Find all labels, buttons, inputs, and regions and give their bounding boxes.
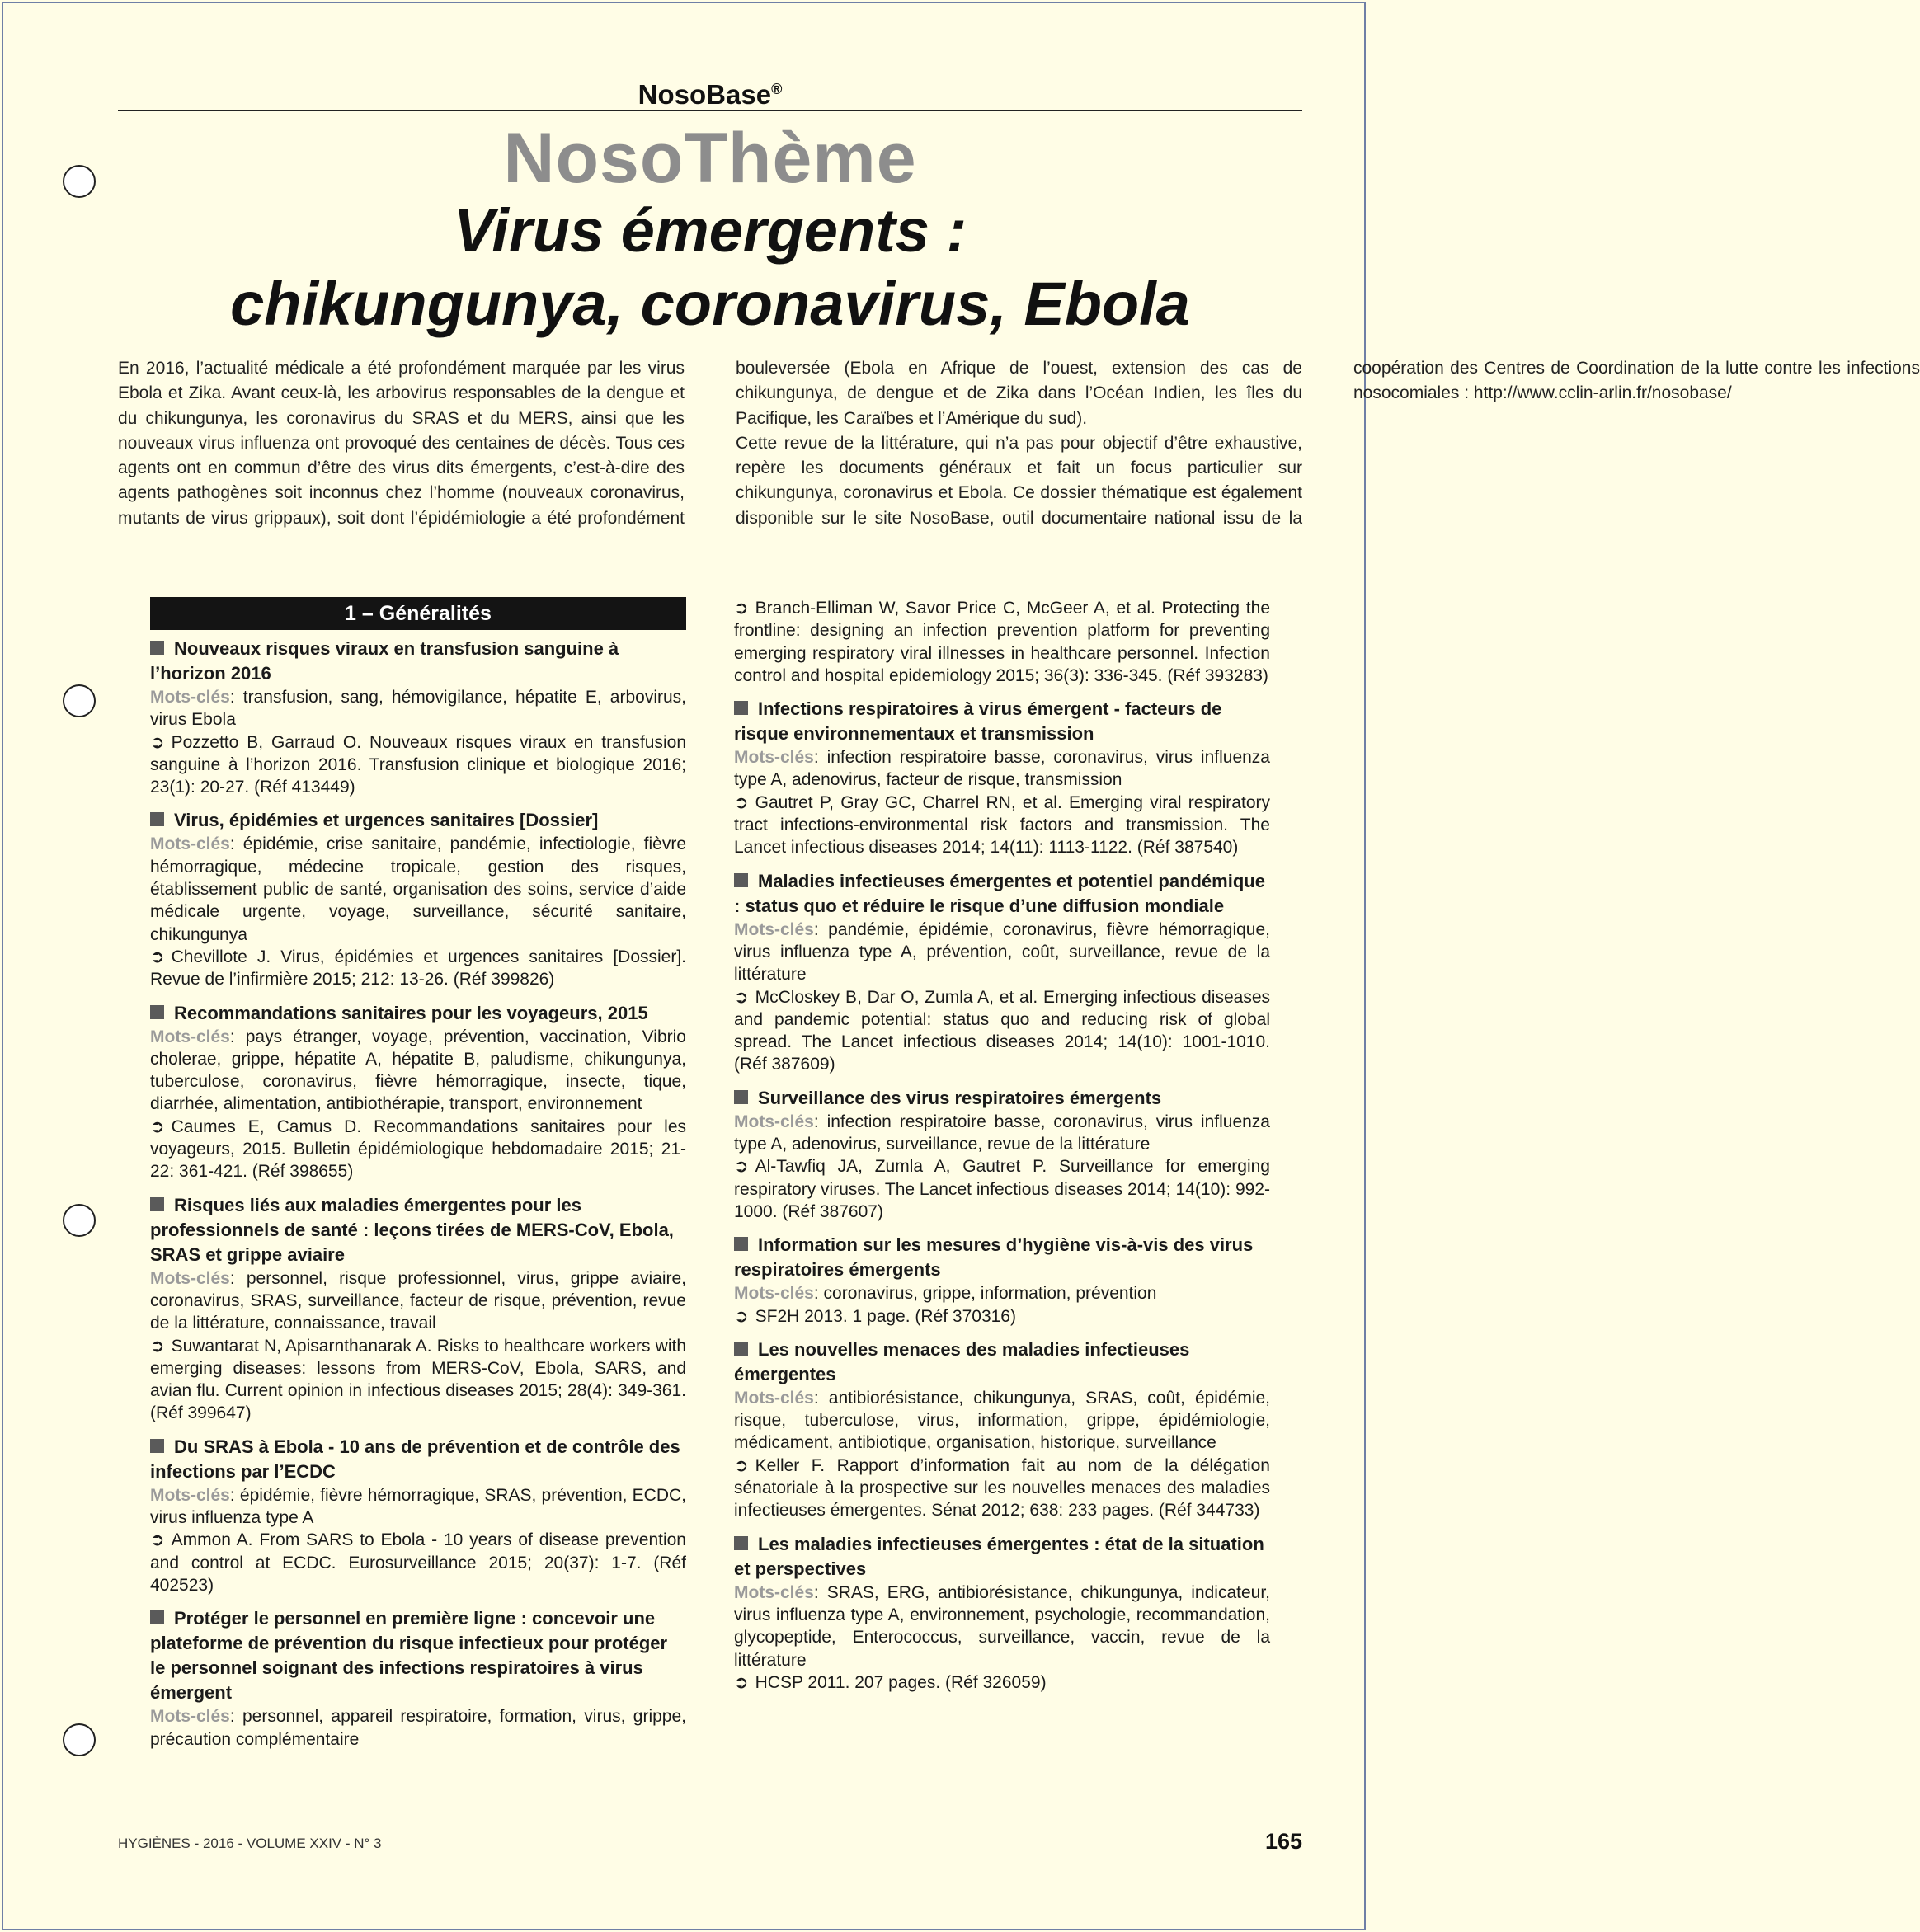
keywords-text: : transfusion, sang, hémovigilance, hépatite E, arbovirus, virus Ebola	[150, 688, 686, 730]
entry-title-text: Maladies infectieuses émergentes et potentiel pandémique : status quo et réduire le risque d’une diffusion mondiale	[734, 870, 1265, 916]
entry-title-text: Protéger le personnel en première ligne : concevoir une plateforme de prévention du risque infectieux pour protéger le personnel soignant des infections respiratoires à virus émergent	[150, 1608, 668, 1704]
arrow-icon: ➲	[734, 1672, 749, 1692]
binder-hole	[63, 1204, 96, 1237]
keywords-label: Mots-clés	[734, 1388, 814, 1408]
entry-title	[734, 1337, 1270, 1387]
bibliography-entry	[734, 697, 1270, 858]
entry-title	[734, 1233, 1270, 1282]
arrow-icon: ➲	[734, 599, 749, 618]
entry-title	[150, 1193, 686, 1267]
page-title: NosoThème	[503, 119, 917, 198]
arrow-icon: ➲	[150, 1116, 165, 1136]
reference-text: Al-Tawfiq JA, Zumla A, Gautret P. Surveillance for emerging respiratory viruses. The Lancet infectious diseases 2014; 14(10): 992-1000. (Réf 387607)	[734, 1157, 1270, 1221]
bibliography-entry	[150, 637, 686, 798]
entries-list	[734, 597, 1270, 1694]
bibliography-entry	[734, 869, 1270, 1076]
brand-mark: ®	[771, 81, 783, 97]
keywords-text: : épidémie, crise sanitaire, pandémie, infectiologie, fièvre hémorragique, médecine tropicale, gestion des risques, établissement public de santé, organisation des soins, service d’aide médicale urgente, voyage, surveillance, sécurité sanitaire, chikungunya	[150, 834, 686, 944]
entry-reference	[734, 986, 1270, 1076]
keywords-label: Mots-clés	[150, 1027, 230, 1046]
entry-reference	[734, 792, 1270, 859]
brand-header	[118, 68, 1302, 111]
entry-title-text: Les nouvelles menaces des maladies infectieuses émergentes	[734, 1338, 1190, 1384]
bibliography-entry	[150, 1606, 686, 1751]
bibliography-entry	[150, 808, 686, 990]
entry-keywords	[734, 919, 1270, 986]
entry-title-text: Surveillance des virus respiratoires émergents	[758, 1087, 1162, 1108]
reference-text: Branch-Elliman W, Savor Price C, McGeer A, et al. Protecting the frontline: designing an infection prevention platform for preventing emerging respiratory viral illnesses in healthcare personnel. Infection control and hospital epidemiology 2015; 36(3): 336-345. (Réf 393283)	[734, 599, 1270, 685]
entry-title	[734, 869, 1270, 919]
entry-keywords	[150, 686, 686, 731]
arrow-icon: ➲	[150, 947, 165, 966]
entry-reference	[734, 1155, 1270, 1223]
entry-title	[734, 697, 1270, 746]
keywords-label: Mots-clés	[734, 748, 814, 768]
entry-title-text: Du SRAS à Ebola - 10 ans de prévention et de contrôle des infections par l’ECDC	[150, 1436, 680, 1482]
binder-hole	[63, 684, 96, 717]
keywords-text: : personnel, risque professionnel, virus, grippe aviaire, coronavirus, SRAS, surveillance, facteur de risque, prévention, revue de la littérature, connaissance, travail	[150, 1268, 686, 1333]
entry-title-text: Information sur les mesures d’hygiène vis-à-vis des virus respiratoires émergents	[734, 1234, 1254, 1281]
reference-text: Pozzetto B, Garraud O. Nouveaux risques viraux en transfusion sanguine à l’horizon 2016. Transfusion clinique et biologique 2016; 23(1): 20-27. (Réf 413449)	[150, 732, 686, 797]
entry-title	[150, 1435, 686, 1484]
reference-text: McCloskey B, Dar O, Zumla A, et al. Emerging infectious diseases and pandemic potential: status quo and reducing risk of global spread. The Lancet infectious diseases 2014; 14(10): 1001-1010. (Réf 387609)	[734, 987, 1270, 1074]
journal-footer: HYGIÈNES - 2016 - VOLUME XXIV - N° 3	[118, 1836, 382, 1851]
arrow-icon: ➲	[734, 792, 749, 812]
entry-title-text: Infections respiratoires à virus émergent - facteurs de risque environnementaux et transmission	[734, 698, 1222, 745]
arrow-icon: ➲	[734, 987, 749, 1007]
subtitle-line-2: chikungunya, coronavirus, Ebola	[230, 270, 1190, 338]
bibliography-entry	[734, 1337, 1270, 1522]
reference-text: Keller F. Rapport d’information fait au nom de la délégation sénatoriale à la prospective sur les nouvelles menaces des maladies infectieuses émergentes. Sénat 2012; 638: 233 pages. (Réf 344733)	[734, 1455, 1270, 1521]
bullet-square-icon	[150, 812, 164, 826]
arrow-icon: ➲	[150, 732, 165, 752]
entry-keywords	[734, 1582, 1270, 1671]
entry-keywords	[734, 1387, 1270, 1455]
entry-title	[150, 637, 686, 686]
keywords-label: Mots-clés	[150, 1485, 230, 1505]
bullet-square-icon	[150, 1439, 164, 1453]
keywords-text: : antibiorésistance, chikungunya, SRAS, coût, épidémie, risque, tuberculose, virus, information, grippe, épidémiologie, médicament, antibiotique, organisation, historique, surveillance	[734, 1388, 1270, 1453]
entry-keywords	[150, 1267, 686, 1335]
bullet-square-icon	[734, 1342, 748, 1356]
bibliography-entry	[734, 1233, 1270, 1328]
entry-keywords	[150, 833, 686, 945]
reference-text: Ammon A. From SARS to Ebola - 10 years of disease prevention and control at ECDC. Eurosurveillance 2015; 20(37): 1-7. (Réf 402523)	[150, 1530, 686, 1595]
entry-title-text: Virus, épidémies et urgences sanitaires [Dossier]	[174, 810, 599, 831]
bullet-square-icon	[734, 1536, 748, 1550]
entry-title	[734, 1532, 1270, 1582]
entry-title	[734, 1086, 1270, 1111]
entry-reference	[734, 597, 1270, 687]
entry-title-text: Nouveaux risques viraux en transfusion sanguine à l’horizon 2016	[150, 638, 619, 684]
keywords-label: Mots-clés	[734, 919, 814, 939]
keywords-label: Mots-clés	[734, 1582, 814, 1602]
keywords-text: : pandémie, épidémie, coronavirus, fièvre hémorragique, virus influenza type A, prévention, coût, surveillance, revue de la littérature	[734, 919, 1270, 985]
entry-title	[150, 1001, 686, 1026]
keywords-text: : pays étranger, voyage, prévention, vaccination, Vibrio cholerae, grippe, hépatite A, hépatite B, paludisme, chikungunya, tuberculose, coronavirus, fièvre hémorragique, insecte, tique, diarrhée, alimentation, antibiothérapie, transport, environnement	[150, 1027, 686, 1114]
entry-reference	[150, 1335, 686, 1425]
intro-text	[118, 356, 1920, 554]
keywords-text: : infection respiratoire basse, coronavirus, virus influenza type A, adenovirus, surveillance, revue de la littérature	[734, 1112, 1270, 1154]
arrow-icon: ➲	[734, 1455, 749, 1475]
right-column	[734, 597, 1270, 1704]
arrow-icon: ➲	[150, 1336, 165, 1356]
page-number: 165	[1264, 1829, 1302, 1854]
entry-reference	[150, 946, 686, 991]
keywords-text: : infection respiratoire basse, coronavirus, virus influenza type A, adenovirus, facteur de risque, transmission	[734, 748, 1270, 790]
intro-paragraph: Cette revue de la littérature, qui n’a pas pour objectif d’être exhaustive, repère les documents généraux et fait un focus particulier sur chikungunya, coronavirus et Ebola. Ce dossier thématique est également disponible sur le site NosoBase, outil documentaire national issu de la coopération des Centres de Coordination de la lutte contre les infections nosocomiales : http://www.cclin-arlin.fr/nosobase/	[736, 359, 1920, 528]
entry-title-text: Recommandations sanitaires pour les voyageurs, 2015	[174, 1002, 648, 1023]
bullet-square-icon	[734, 701, 748, 715]
entry-keywords	[734, 1111, 1270, 1156]
entry-reference	[734, 1671, 1270, 1694]
arrow-icon: ➲	[734, 1306, 749, 1326]
reference-text: Suwantarat N, Apisarnthanarak A. Risks to healthcare workers with emerging diseases: lessons from MERS-CoV, Ebola, SARS, and avian flu. Current opinion in infectious diseases 2015; 28(4): 349-361. (Réf 399647)	[150, 1336, 686, 1423]
keywords-label: Mots-clés	[150, 1268, 230, 1288]
entry-keywords	[150, 1705, 686, 1751]
entry-keywords	[150, 1026, 686, 1116]
bullet-square-icon	[150, 641, 164, 655]
bibliography-entry	[150, 1193, 686, 1425]
intro-paragraph: En 2016, l’actualité médicale a été profondément marquée par les virus Ebola et Zika. Avant ceux-là, les arbovirus responsables de la dengue et du chikungunya, les coronavirus du SRAS et du MERS, ainsi que les nouveaux virus influenza ont provoqué des centaines de décès. Tous ces agents ont en commun d’être des virus dits émergents, c’est-à-dire des agents pathogènes soit inconnus chez l’homme (nouveaux coronavirus, mutants de virus grippaux), soit dont l’épidémiologie a été profondément bouleversée (Ebola en Afrique de l’ouest, extension des cas de chikungunya, de dengue et de Zika dans l’Océan Indien, les îles du Pacifique, les Caraïbes et l’Amérique du sud).	[118, 359, 1302, 528]
bibliography-entry	[734, 1086, 1270, 1223]
arrow-icon: ➲	[734, 1157, 749, 1177]
entry-reference	[734, 1455, 1270, 1522]
keywords-label: Mots-clés	[734, 1112, 814, 1131]
arrow-icon: ➲	[150, 1530, 165, 1550]
bullet-square-icon	[150, 1610, 164, 1624]
keywords-label: Mots-clés	[734, 1284, 814, 1304]
bullet-square-icon	[734, 873, 748, 887]
binder-hole	[63, 1723, 96, 1756]
entry-title-text: Risques liés aux maladies émergentes pour les professionnels de santé : leçons tirées de MERS-CoV, Ebola, SRAS et grippe aviaire	[150, 1194, 674, 1265]
entry-keywords	[734, 1282, 1270, 1304]
entry-title-text: Les maladies infectieuses émergentes : état de la situation et perspectives	[734, 1533, 1264, 1579]
keywords-label: Mots-clés	[150, 834, 230, 854]
bibliography-entry	[734, 1532, 1270, 1694]
keywords-label: Mots-clés	[150, 688, 230, 707]
brand-name: NosoBase	[638, 79, 772, 110]
entry-reference	[150, 731, 686, 799]
entry-title	[150, 808, 686, 833]
entry-reference	[150, 1116, 686, 1183]
bullet-square-icon	[734, 1237, 748, 1251]
entry-reference	[150, 1529, 686, 1596]
section-heading: 1 – Généralités	[150, 597, 686, 630]
bullet-square-icon	[150, 1197, 164, 1211]
entries-list	[150, 637, 686, 1751]
binder-hole	[63, 165, 96, 198]
keywords-text: : coronavirus, grippe, information, prévention	[813, 1284, 1157, 1304]
keywords-text: : SRAS, ERG, antibiorésistance, chikungunya, indicateur, virus influenza type A, environnement, psychologie, recommandation, glycopeptide, Enterococcus, surveillance, vaccin, revue de la littérature	[734, 1582, 1270, 1670]
reference-text: Caumes E, Camus D. Recommandations sanitaires pour les voyageurs, 2015. Bulletin épidémiologique hebdomadaire 2015; 21-22: 361-421. (Réf 398655)	[150, 1116, 686, 1182]
reference-text: SF2H 2013. 1 page. (Réf 370316)	[755, 1306, 1016, 1326]
entry-keywords	[150, 1484, 686, 1530]
keywords-label: Mots-clés	[150, 1707, 230, 1727]
bullet-square-icon	[150, 1005, 164, 1019]
subtitle-line-1: Virus émergents :	[453, 196, 967, 265]
bullet-square-icon	[734, 1090, 748, 1104]
keywords-text: : épidémie, fièvre hémorragique, SRAS, prévention, ECDC, virus influenza type A	[150, 1485, 686, 1528]
reference-text: HCSP 2011. 207 pages. (Réf 326059)	[755, 1672, 1047, 1692]
bibliography-entry	[150, 1001, 686, 1183]
reference-text: Gautret P, Gray GC, Charrel RN, et al. Emerging viral respiratory tract infections-environmental risk factors and transmission. The Lancet infectious diseases 2014; 14(11): 1113-1122. (Réf 387540)	[734, 792, 1270, 858]
entry-reference	[734, 1305, 1270, 1328]
bibliography-entry	[734, 597, 1270, 687]
left-column	[150, 597, 686, 1760]
entry-title	[150, 1606, 686, 1705]
keywords-text: : personnel, appareil respiratoire, formation, virus, grippe, précaution complémentaire	[150, 1707, 686, 1749]
entry-keywords	[734, 746, 1270, 792]
reference-text: Chevillote J. Virus, épidémies et urgences sanitaires [Dossier]. Revue de l’infirmière 2015; 212: 13-26. (Réf 399826)	[150, 947, 686, 990]
bibliography-entry	[150, 1435, 686, 1596]
